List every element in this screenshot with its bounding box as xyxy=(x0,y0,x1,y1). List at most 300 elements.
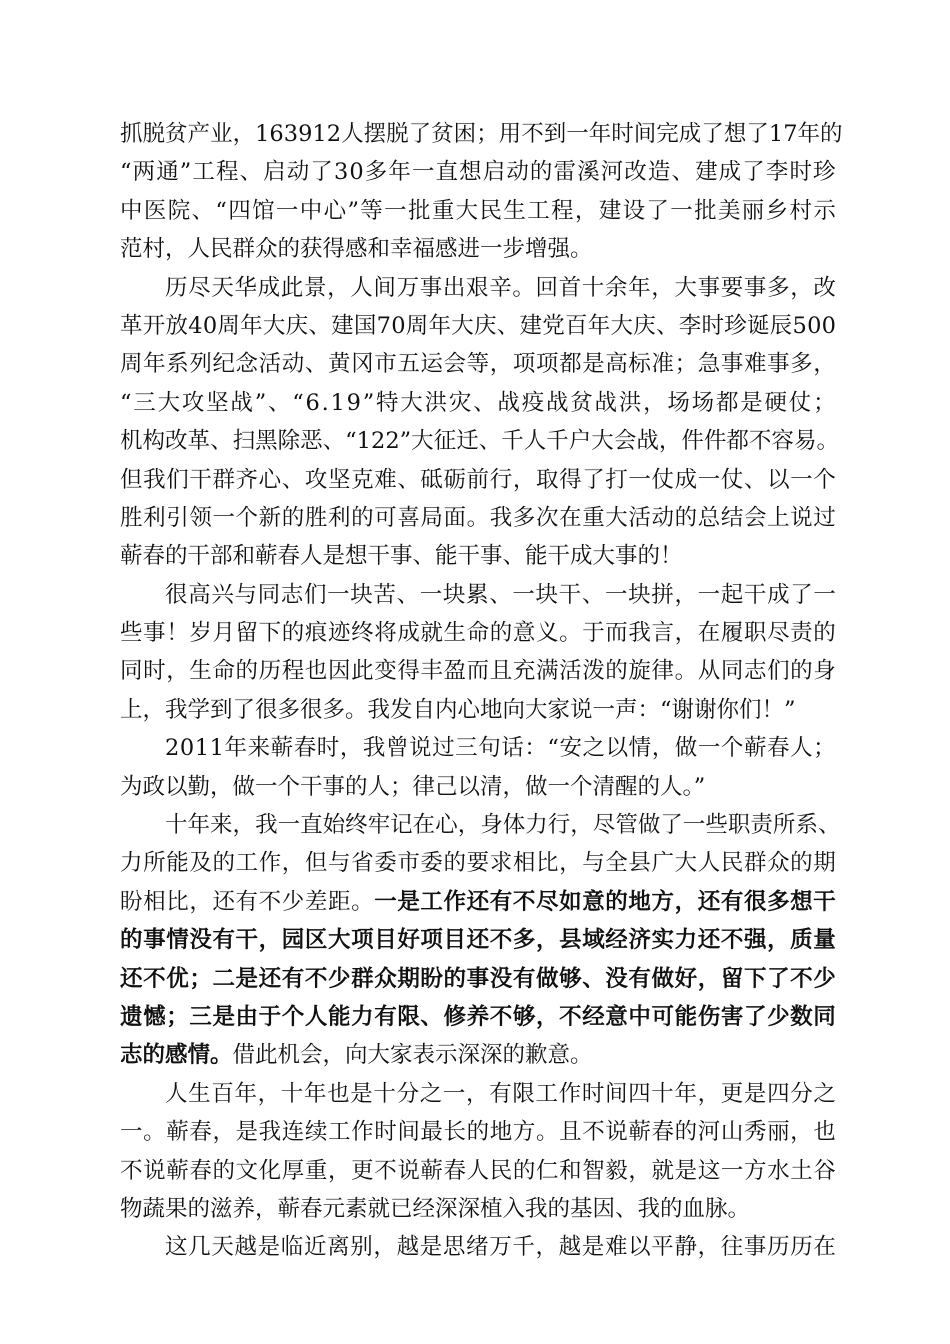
text-char: 攻 xyxy=(181,389,205,416)
text-char: 改 xyxy=(624,159,647,186)
text-char: 景 xyxy=(303,274,327,301)
text-char: ， xyxy=(790,1119,813,1146)
text-char: 的 xyxy=(443,850,467,877)
text-char: 成 xyxy=(674,466,698,493)
text-char: 工 xyxy=(327,1119,351,1146)
text-char: 市 xyxy=(374,351,397,378)
text-char: “ xyxy=(345,428,357,455)
text-char: 句 xyxy=(478,735,501,762)
text-char: 大 xyxy=(400,389,423,416)
text-char: 不 xyxy=(720,927,744,954)
text-char: 。 xyxy=(512,274,535,301)
text-char: 年 xyxy=(428,312,452,339)
text-char: 事 xyxy=(767,351,790,378)
text-char: 仗 xyxy=(720,466,744,493)
text-char: 三 xyxy=(189,1003,212,1030)
text-char: 期 xyxy=(813,850,836,877)
text-char: 困 xyxy=(453,121,477,147)
text-char: 产 xyxy=(187,121,211,147)
text-char: 还 xyxy=(120,965,143,992)
text-char: 求 xyxy=(489,850,513,877)
text-char: 同 xyxy=(120,658,143,685)
text-char: 盈 xyxy=(443,658,467,685)
text-char: 4 xyxy=(188,312,203,339)
text-char: 心 xyxy=(323,197,347,224)
text-char: 个 xyxy=(813,466,836,493)
text-char: 一 xyxy=(275,197,299,224)
text-char: 的 xyxy=(813,620,836,647)
text-char: 下 xyxy=(743,965,767,992)
text-line xyxy=(120,691,836,729)
text-char: 历 xyxy=(258,658,282,685)
text-char: 李 xyxy=(765,159,789,186)
text-char: 域 xyxy=(582,927,605,954)
text-char: 也 xyxy=(304,658,328,685)
text-char: 从 xyxy=(697,658,721,685)
text-char: 不 xyxy=(374,1157,397,1184)
text-char: 数 xyxy=(790,1003,813,1030)
text-char: 留 xyxy=(235,620,259,647)
text-char: 这 xyxy=(697,1157,721,1184)
text-char: 2 xyxy=(371,428,386,455)
text-char: 做 xyxy=(651,965,675,992)
text-char: 曾 xyxy=(385,735,409,762)
text-char: 次 xyxy=(535,504,559,531)
text-char: 临 xyxy=(280,1234,304,1261)
text-line xyxy=(120,269,836,307)
text-char: ， xyxy=(697,965,721,992)
text-char: 战 xyxy=(545,389,569,416)
text-char: 水 xyxy=(767,1157,790,1184)
text-char: 周 xyxy=(405,312,429,339)
text-char: 的 xyxy=(351,504,374,531)
text-char: 一 xyxy=(790,466,813,493)
text-char: 雷 xyxy=(553,159,577,186)
text-char: 7 xyxy=(783,121,798,147)
text-char: 等 xyxy=(360,197,383,224)
text-char: 7 xyxy=(376,312,391,339)
text-char: ， xyxy=(643,389,666,416)
text-char: 村 xyxy=(789,197,812,224)
text-char: 春 xyxy=(767,735,790,762)
text-char: 不 xyxy=(304,965,328,992)
text-char: 多 xyxy=(512,504,536,531)
text-line xyxy=(120,729,836,767)
text-char: 2 xyxy=(385,428,400,455)
text-line xyxy=(120,1190,836,1228)
text-char: 了 xyxy=(310,159,333,186)
text-char: 。 xyxy=(816,428,839,455)
text-char: 念 xyxy=(235,351,259,378)
text-char: 生 xyxy=(443,620,467,647)
text-char: 作 xyxy=(558,1080,582,1107)
text-char: “ xyxy=(215,197,227,224)
text-char: 相 xyxy=(143,888,166,915)
text-char: 、 xyxy=(656,312,679,339)
text-char: 想 xyxy=(723,121,747,147)
text-char: 一 xyxy=(442,1080,466,1107)
text-char: 来 xyxy=(210,812,233,839)
text-line xyxy=(120,230,836,268)
text-char: 民 xyxy=(489,1157,513,1184)
text-char: 情 xyxy=(628,735,652,762)
text-char: ， xyxy=(327,274,350,301)
text-line xyxy=(120,461,836,499)
text-char: 始 xyxy=(322,812,346,839)
text-char: 项 xyxy=(420,927,443,954)
text-char: 李 xyxy=(678,312,702,339)
text-char: 造 xyxy=(647,159,671,186)
text-char: 大 xyxy=(455,197,479,224)
text-char: 块 xyxy=(442,581,466,608)
text-char: 有 xyxy=(235,888,259,915)
text-char: 启 xyxy=(482,159,506,186)
text-char: 情 xyxy=(166,927,189,954)
text-char: 坚 xyxy=(206,389,229,416)
text-char: 一 xyxy=(411,159,435,186)
text-char: 乡 xyxy=(765,197,789,224)
text-char: 量 xyxy=(813,927,836,954)
text-char: 干 xyxy=(189,466,212,493)
text-char: 事 xyxy=(466,965,490,992)
text-char: ， xyxy=(767,927,790,954)
text-char: 会 xyxy=(443,351,467,378)
text-char: 迁 xyxy=(456,428,479,455)
text-char: 作 xyxy=(258,850,282,877)
text-char: 程 xyxy=(281,658,305,685)
text-char: 少 xyxy=(327,965,351,992)
text-char: 越 xyxy=(234,1234,257,1261)
text-char: 列 xyxy=(189,351,212,378)
text-char: 成 xyxy=(678,121,702,147)
text-char: ， xyxy=(674,620,698,647)
text-char: 1 xyxy=(312,121,327,147)
text-char: 来 xyxy=(247,735,271,762)
text-char: 事 xyxy=(743,1234,767,1261)
text-char: 说 xyxy=(605,1119,628,1146)
text-char: 了 xyxy=(767,965,790,992)
text-char: 可 xyxy=(374,504,397,531)
text-char: 也 xyxy=(327,1080,350,1107)
text-char: 一 xyxy=(813,581,836,608)
text-char: 多 xyxy=(767,888,790,915)
text-char: ， xyxy=(232,812,256,839)
text-char: 化 xyxy=(258,1157,282,1184)
text-char: 。 xyxy=(143,1119,166,1146)
text-char: 件 xyxy=(703,428,727,455)
text-char: 年 xyxy=(240,312,263,339)
text-char: 蕲 xyxy=(166,1119,189,1146)
text-char: 丰 xyxy=(420,658,443,685)
text-char: 就 xyxy=(651,1157,675,1184)
text-char: 民 xyxy=(720,850,744,877)
text-char: 高 xyxy=(188,581,211,608)
text-char: 多 xyxy=(512,927,536,954)
text-char: 了 xyxy=(408,121,432,147)
text-char: 总 xyxy=(697,504,721,531)
text-char: 在 xyxy=(697,620,721,647)
text-char: 、 xyxy=(581,581,605,608)
text-char: 洪 xyxy=(424,389,448,416)
text-line xyxy=(120,806,841,844)
text-char: 会 xyxy=(613,428,637,455)
text-line xyxy=(120,115,843,153)
text-char: 一 xyxy=(120,1119,143,1146)
text-char: 工 xyxy=(535,1080,559,1107)
text-char: 累 xyxy=(466,581,489,608)
text-segment: 为政以勤，做一个干事的人；律己以清，做一个清醒的人。” xyxy=(120,773,706,800)
text-char: 而 xyxy=(466,658,490,685)
text-line xyxy=(120,1036,836,1074)
text-char: 珍 xyxy=(724,312,747,339)
text-char: 得 xyxy=(559,466,582,493)
text-char: 满 xyxy=(535,658,559,685)
text-char: 春 xyxy=(189,1119,212,1146)
text-char: 硬 xyxy=(764,389,788,416)
text-char: 近 xyxy=(303,1234,327,1261)
text-char: 四 xyxy=(767,1080,790,1107)
text-line xyxy=(120,499,836,537)
text-char: 3 xyxy=(333,159,349,186)
text-char: 是 xyxy=(212,1003,235,1030)
text-char: 冈 xyxy=(351,351,374,378)
text-char: 一 xyxy=(670,197,693,224)
text-char: 不 xyxy=(521,121,544,147)
text-char: 迹 xyxy=(327,620,351,647)
text-char: 运 xyxy=(420,351,443,378)
text-char: 黄 xyxy=(327,351,351,378)
text-char: 黑 xyxy=(255,428,278,455)
text-char: 大 xyxy=(674,850,698,877)
text-char: 园 xyxy=(281,927,305,954)
text-char: 。 xyxy=(351,888,374,915)
text-char: 克 xyxy=(351,466,374,493)
text-char: 事 xyxy=(720,351,744,378)
text-char: 终 xyxy=(351,620,374,647)
text-char: 痕 xyxy=(304,620,328,647)
text-char: 方 xyxy=(512,1119,536,1146)
text-char: 过 xyxy=(432,735,455,762)
text-char: 够 xyxy=(512,1003,536,1030)
text-char: 能 xyxy=(674,1003,698,1030)
text-char: 程 xyxy=(215,159,239,186)
text-char: 开 xyxy=(142,312,166,339)
text-char: 一 xyxy=(604,581,628,608)
text-char: ， xyxy=(535,927,559,954)
text-char: 攻 xyxy=(304,466,328,493)
text-char: ， xyxy=(466,1080,489,1107)
text-char: 的 xyxy=(120,927,143,954)
text-char: 大 xyxy=(411,428,434,455)
text-char: 。 xyxy=(535,1119,559,1146)
text-char: 没 xyxy=(605,965,628,992)
text-char: 、 xyxy=(473,389,496,416)
text-char: 好 xyxy=(674,965,698,992)
text-char: 战 xyxy=(230,389,253,416)
document-body xyxy=(120,115,843,1267)
text-char: 更 xyxy=(351,1157,374,1184)
text-line xyxy=(120,921,836,959)
text-char: 建 xyxy=(598,197,622,224)
text-char: 的 xyxy=(212,850,235,877)
text-char: 十 xyxy=(581,274,605,301)
text-char: 而 xyxy=(605,620,628,647)
text-char: 一 xyxy=(566,121,589,147)
text-char: ， xyxy=(697,1234,721,1261)
text-char: 但 xyxy=(120,466,143,493)
text-char: 我 xyxy=(628,620,651,647)
text-char: 、 xyxy=(304,351,328,378)
text-char: 齐 xyxy=(235,466,259,493)
text-char: 局 xyxy=(420,504,443,531)
text-segment: 上，我学到了很多很多。我发自内心地向大家说一声：“谢谢你们！” xyxy=(120,696,796,723)
text-char: 历 xyxy=(790,1234,813,1261)
text-char: 动 xyxy=(506,159,529,186)
text-char: 方 xyxy=(651,888,675,915)
text-char: 改 xyxy=(165,428,188,455)
text-char: 0 xyxy=(202,312,218,339)
text-char: 能 xyxy=(327,1003,351,1030)
text-char: 牢 xyxy=(367,812,391,839)
text-line xyxy=(120,153,836,191)
text-char: 心 xyxy=(258,466,282,493)
text-char: 我 xyxy=(143,466,166,493)
text-char: 准 xyxy=(651,351,675,378)
text-char: 0 xyxy=(179,735,195,762)
text-char: 重 xyxy=(431,197,455,224)
text-char: 年 xyxy=(587,312,611,339)
text-char: 动 xyxy=(286,159,310,186)
text-char: 说 xyxy=(397,1157,420,1184)
text-char: 十 xyxy=(373,1080,396,1107)
text-char: 很 xyxy=(743,888,767,915)
text-char: 修 xyxy=(443,1003,467,1030)
text-char: 人 xyxy=(350,274,373,301)
text-char: ， xyxy=(327,1157,351,1184)
text-char: 个 xyxy=(281,1003,305,1030)
text-char: ； xyxy=(813,735,836,762)
text-char: 。 xyxy=(559,620,582,647)
text-char: 放 xyxy=(165,312,189,339)
text-char: 前 xyxy=(466,466,490,493)
text-char: 、 xyxy=(191,197,215,224)
text-char: 多 xyxy=(790,351,813,378)
text-char: 意 xyxy=(582,888,605,915)
text-char: 没 xyxy=(489,965,513,992)
text-char: 旋 xyxy=(628,658,651,685)
text-char: 月 xyxy=(212,620,235,647)
text-char: ； xyxy=(813,389,836,416)
text-char: 济 xyxy=(628,927,651,954)
text-char: 、 xyxy=(322,428,346,455)
text-char: 想 xyxy=(459,159,482,186)
text-char: 天 xyxy=(211,1234,234,1261)
text-char: 年 xyxy=(674,1080,697,1107)
text-char: 民 xyxy=(479,197,503,224)
text-char: 众 xyxy=(374,965,397,992)
text-char: 、 xyxy=(308,312,331,339)
text-char: 五 xyxy=(397,351,420,378)
text-line xyxy=(120,345,836,383)
text-char: 块 xyxy=(350,581,373,608)
text-char: 地 xyxy=(628,888,651,915)
text-char: ， xyxy=(535,1003,559,1030)
text-char: 质 xyxy=(790,927,813,954)
text-char: 建 xyxy=(331,312,354,339)
text-char: 0 xyxy=(391,312,406,339)
text-char: 上 xyxy=(767,504,790,531)
text-char: 群 xyxy=(743,850,767,877)
text-char: 院 xyxy=(167,197,191,224)
text-char: 春 xyxy=(651,1119,675,1146)
text-char: 一 xyxy=(277,812,301,839)
text-char: 战 xyxy=(594,389,618,416)
text-char: 一 xyxy=(697,466,721,493)
text-char: 起 xyxy=(720,581,744,608)
text-char: 革 xyxy=(187,428,211,455)
text-char: 别 xyxy=(350,1234,373,1261)
text-char: 长 xyxy=(443,1119,467,1146)
text-char: 年 xyxy=(797,121,821,147)
text-char: 厚 xyxy=(281,1157,305,1184)
text-char: 是 xyxy=(582,351,605,378)
text-char: 充 xyxy=(512,658,536,685)
text-line xyxy=(120,422,839,460)
text-char: 生 xyxy=(188,1080,211,1107)
text-char: 珍 xyxy=(813,159,836,186)
text-char: 9 xyxy=(298,121,313,147)
text-char: 岁 xyxy=(189,620,212,647)
text-char: 的 xyxy=(605,888,628,915)
text-char: ： xyxy=(524,735,547,762)
text-char: 之 xyxy=(419,1080,443,1107)
text-char: ， xyxy=(212,1119,235,1146)
text-char: 比 xyxy=(535,850,559,877)
text-line xyxy=(120,576,836,614)
text-char: 省 xyxy=(351,850,374,877)
text-char: 周 xyxy=(120,351,143,378)
text-char: 做 xyxy=(637,812,661,839)
text-char: 工 xyxy=(235,850,259,877)
text-char: 憾 xyxy=(143,1003,166,1030)
text-char: 有 xyxy=(489,888,513,915)
text-char: 会 xyxy=(743,504,767,531)
text-char: 蕲 xyxy=(270,735,294,762)
text-char: 力 xyxy=(120,850,143,877)
text-char: 期 xyxy=(397,965,420,992)
text-char: 建 xyxy=(695,159,718,186)
text-char: 的 xyxy=(790,850,813,877)
text-char: 与 xyxy=(234,581,257,608)
text-char: 于 xyxy=(582,620,605,647)
text-line xyxy=(120,384,836,422)
text-char: 脱 xyxy=(142,121,166,147)
text-char: 还 xyxy=(212,888,235,915)
text-char: 人 xyxy=(790,735,813,762)
text-char: 一 xyxy=(628,466,651,493)
text-char: 职 xyxy=(743,620,767,647)
text-char: 生 xyxy=(189,658,212,685)
text-char: 大 xyxy=(610,312,634,339)
text-char: 了 xyxy=(582,466,605,493)
text-char: 中 xyxy=(628,1003,651,1030)
text-char: 直 xyxy=(300,812,323,839)
text-char: 们 xyxy=(303,581,327,608)
text-char: 改 xyxy=(813,274,836,301)
text-char: 律 xyxy=(651,658,675,685)
text-char: 的 xyxy=(443,965,467,992)
text-char: 没 xyxy=(189,927,212,954)
